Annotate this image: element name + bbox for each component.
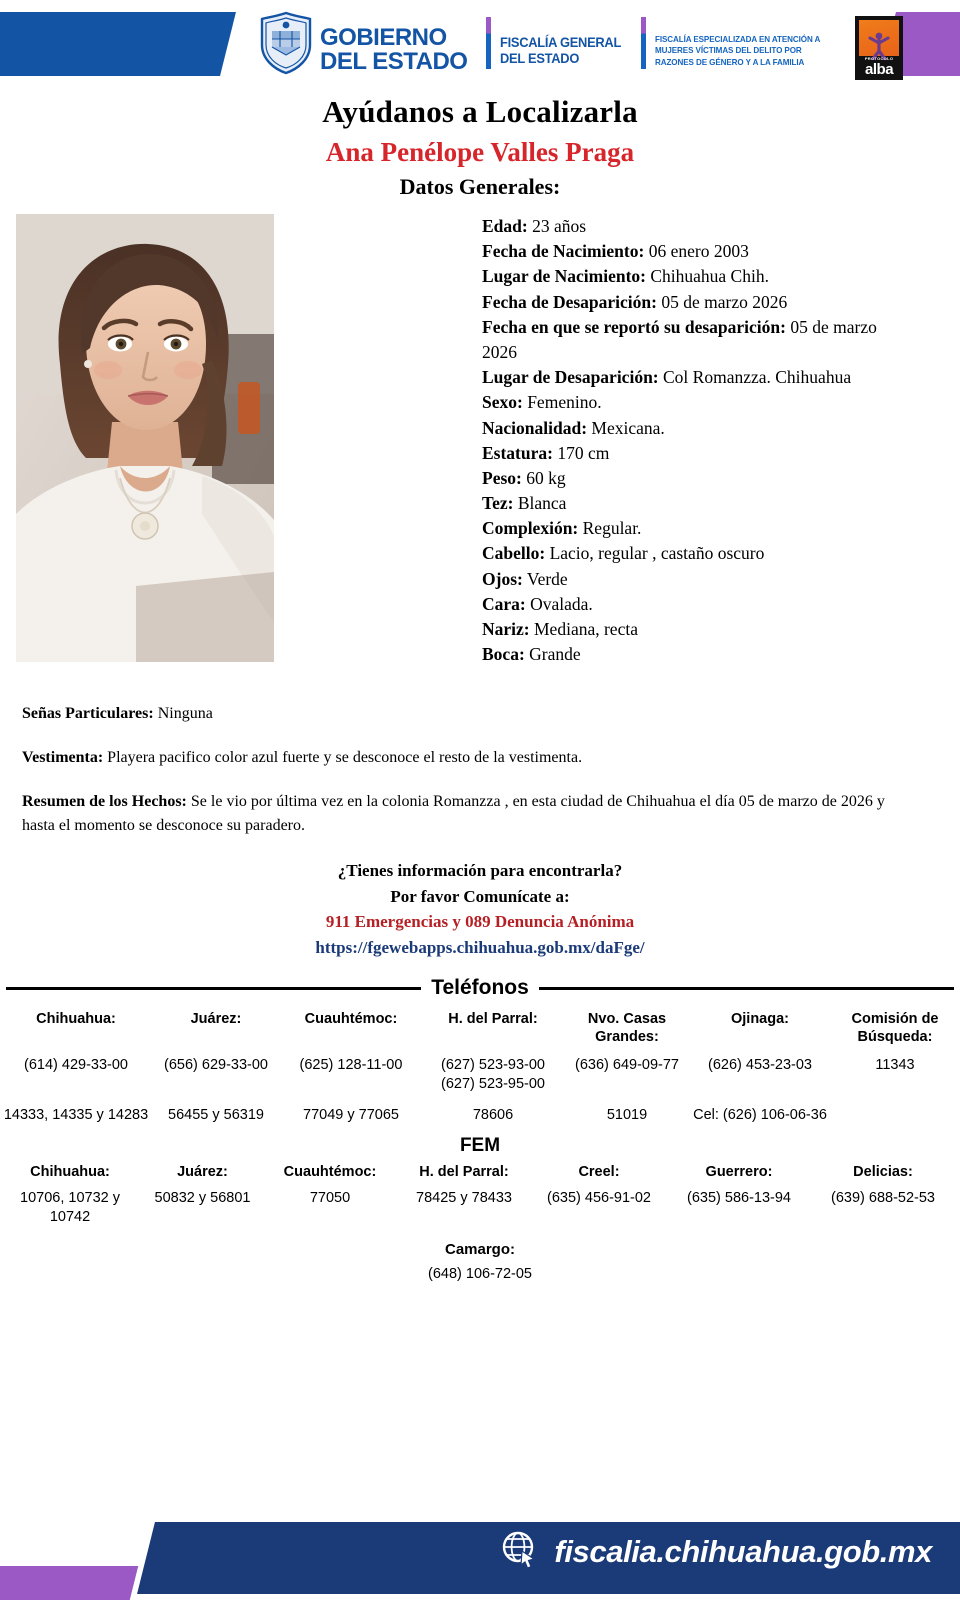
- detail-label: Ojos:: [482, 568, 523, 589]
- extension-cell: 77049 y 77065: [303, 1106, 399, 1123]
- detail-row: [482, 516, 902, 541]
- divider-bar-2: [641, 17, 646, 69]
- column-header: Comisión de Búsqueda:: [851, 1011, 939, 1046]
- vestimenta-paragraph: [22, 746, 912, 770]
- globe-cursor-icon: [500, 1529, 540, 1574]
- senas-particulares-text: Ninguna: [153, 705, 213, 722]
- footer-purple-banner: [0, 1566, 138, 1600]
- detail-value: Ovalada.: [530, 593, 593, 614]
- page-title: Ayúdanos a Localizarla: [322, 94, 638, 129]
- detail-row: [482, 567, 902, 592]
- detail-label: Peso:: [482, 467, 522, 488]
- footer-content: [500, 1529, 932, 1574]
- fem-phone-cell: 10706, 10732 y 10742: [20, 1189, 120, 1225]
- detail-value: 06 enero 2003: [648, 241, 749, 262]
- fem-column-header: Creel:: [578, 1163, 620, 1180]
- fem-phone-cell: (639) 688-52-53: [831, 1189, 935, 1206]
- detail-value: Mexicana.: [591, 417, 665, 438]
- detail-value: Mediana, recta: [534, 619, 638, 639]
- extension-cell: 56455 y 56319: [168, 1106, 264, 1123]
- fem-section-heading: FEM: [459, 1134, 501, 1156]
- fem-phone-cell: 77050: [309, 1189, 351, 1206]
- poster-title-block: [0, 94, 960, 200]
- contact-instruction: Por favor Comunícate a:: [390, 886, 570, 906]
- detail-row: [482, 416, 902, 441]
- fem-column-header: Cuauhtémoc:: [283, 1163, 377, 1180]
- detail-value: 05 de marzo 2026: [482, 316, 877, 362]
- fem-column-header: Juárez:: [177, 1163, 228, 1180]
- fem-phone-cell: 50832 y 56801: [154, 1189, 251, 1206]
- detail-label: Fecha de Desaparición:: [482, 291, 657, 312]
- detail-row: [482, 365, 902, 390]
- detail-value: 05 de marzo 2026: [661, 291, 788, 312]
- detail-row: [482, 264, 902, 289]
- resumen-hechos-text: Se le vio por última vez en la colonia Romanzza , en esta ciudad de Chihuahua el día 05 de marzo de 2026 y hasta el momento se desconoce su paradero.: [22, 793, 885, 834]
- detail-row: [482, 214, 902, 239]
- telefonos-table: [0, 1010, 960, 1125]
- header-blue-banner: [0, 12, 236, 76]
- fem-phone-cell: 78425 y 78433: [416, 1189, 512, 1206]
- detail-label: Edad:: [482, 216, 528, 236]
- footer-website-url[interactable]: fiscalia.chihuahua.gob.mx: [554, 1533, 932, 1569]
- government-wordmark: [320, 12, 467, 74]
- telefonos-heading: Teléfonos: [431, 976, 529, 999]
- detail-label: Tez:: [482, 493, 514, 514]
- detail-value: Chihuahua Chih.: [650, 266, 769, 287]
- detail-value: 60 kg: [526, 467, 566, 488]
- detail-value: Grande: [529, 644, 581, 665]
- fem-column-header: Chihuahua:: [30, 1163, 110, 1180]
- detail-row: [482, 592, 902, 617]
- detail-value: Lacio, regular , castaño oscuro: [549, 543, 765, 564]
- report-url-link[interactable]: https://fgewebapps.chihuahua.gob.mx/daFge/: [315, 937, 645, 957]
- detail-row: [482, 315, 902, 365]
- camargo-block: [0, 1241, 960, 1282]
- column-header: Cuauhtémoc:: [304, 1011, 398, 1027]
- detail-row: [482, 441, 902, 466]
- detail-row: [482, 290, 902, 315]
- detail-value: Blanca: [517, 493, 567, 514]
- senas-particulares-label: Señas Particulares:: [22, 705, 154, 722]
- extension-cell: Cel: (626) 106-06-36: [693, 1106, 827, 1123]
- general-data-list: [482, 214, 902, 667]
- fiscalia-line-2: DEL ESTADO: [500, 50, 580, 66]
- description-paragraphs: [22, 702, 912, 838]
- header-logo-group: [258, 6, 903, 80]
- detail-value: Verde: [526, 568, 568, 589]
- detail-label: Sexo:: [482, 392, 523, 413]
- emergency-numbers: 911 Emergencias y 089 Denuncia Anónima: [325, 912, 635, 931]
- phone-cell: (626) 453-23-03: [708, 1057, 812, 1074]
- fem-table: [0, 1163, 960, 1227]
- extension-cell: 78606: [472, 1106, 514, 1123]
- phone-cell: (627) 523-93-00 (627) 523-95-00: [441, 1057, 545, 1093]
- fem-column-header: Delicias:: [853, 1163, 913, 1180]
- page-footer: [0, 1500, 960, 1600]
- phone-cell: 11343: [875, 1057, 915, 1074]
- detail-label: Lugar de Desaparición:: [482, 367, 659, 388]
- telefonos-divider: [6, 976, 954, 1000]
- gob-line-1: GOBIERNO: [320, 24, 447, 51]
- contact-question: ¿Tienes información para encontrarla?: [337, 861, 623, 880]
- extension-cell: 51019: [606, 1106, 648, 1123]
- fiscalia-line-1: FISCALÍA GENERAL: [500, 34, 622, 51]
- fiscalia-general-wordmark: [500, 19, 621, 66]
- column-header: Juárez:: [190, 1011, 242, 1027]
- detail-row: [482, 239, 902, 264]
- detail-row: [482, 617, 902, 642]
- detail-label: Estatura:: [482, 442, 553, 463]
- detail-label: Cabello:: [482, 543, 546, 564]
- gob-line-2: DEL ESTADO: [320, 48, 468, 75]
- detail-value: 23 años: [532, 216, 587, 236]
- detail-row: [482, 466, 902, 491]
- vestimenta-label: Vestimenta:: [22, 749, 104, 766]
- extension-cell: 14333, 14335 y 14283: [3, 1106, 149, 1123]
- detail-label: Complexión:: [482, 518, 579, 539]
- resumen-hechos-label: Resumen de los Hechos:: [22, 793, 187, 810]
- divider-bar-1: [486, 17, 491, 69]
- detail-value: Col Romanzza. Chihuahua: [663, 367, 852, 388]
- general-data-heading: Datos Generales:: [399, 174, 561, 199]
- resumen-hechos-paragraph: [22, 790, 912, 838]
- column-header: Chihuahua:: [36, 1011, 116, 1027]
- detail-row: [482, 642, 902, 667]
- phone-cell: (625) 128-11-00: [299, 1057, 403, 1074]
- detail-label: Fecha en que se reportó su desaparición:: [482, 316, 786, 337]
- detail-label: Fecha de Nacimiento:: [482, 241, 645, 262]
- detail-label: Nariz:: [482, 619, 530, 639]
- detail-row: [482, 491, 902, 516]
- main-content: [0, 214, 960, 684]
- fem-phone-cell: (635) 586-13-94: [687, 1189, 791, 1206]
- detail-value: 170 cm: [557, 442, 610, 463]
- alba-wordmark: alba: [865, 61, 894, 78]
- detail-label: Boca:: [482, 644, 525, 665]
- phone-cell: (656) 629-33-00: [164, 1057, 268, 1074]
- page-header: [0, 0, 960, 88]
- extension-cell: [830, 1094, 960, 1125]
- contact-call-to-action: [0, 858, 960, 960]
- detail-label: Cara:: [482, 593, 526, 614]
- phone-cell: (614) 429-33-00: [24, 1057, 128, 1074]
- column-header: Nvo. Casas Grandes:: [587, 1011, 667, 1046]
- phone-cell: (636) 649-09-77: [575, 1057, 679, 1074]
- divider-line-left: [6, 987, 421, 990]
- missing-person-photo: [16, 214, 274, 662]
- column-header: Ojinaga:: [730, 1011, 789, 1027]
- detail-row: [482, 390, 902, 415]
- alba-protocol-logo: [855, 16, 903, 80]
- camargo-phone: (648) 106-72-05: [428, 1265, 532, 1282]
- column-header: H. del Parral:: [448, 1011, 538, 1027]
- fem-column-header: H. del Parral:: [419, 1163, 509, 1180]
- detail-label: Nacionalidad:: [482, 417, 588, 438]
- senas-particulares-paragraph: [22, 702, 912, 726]
- detail-label: Lugar de Nacimiento:: [482, 266, 646, 287]
- detail-value: Femenino.: [527, 392, 602, 413]
- missing-person-name: Ana Penélope Valles Praga: [325, 137, 635, 167]
- fiscalia-especializada-text: FISCALÍA ESPECIALIZADA EN ATENCIÓN A MUJERES VÍCTIMAS DEL DELITO POR RAZONES DE GÉNERO Y A LA FAMILIA: [655, 34, 821, 67]
- fem-phone-cell: (635) 456-91-02: [547, 1189, 651, 1206]
- alba-tiny-text: PROTOCOLO: [864, 56, 894, 61]
- detail-value: Regular.: [582, 518, 642, 539]
- vestimenta-text: Playera pacifico color azul fuerte y se desconoce el resto de la vestimenta.: [103, 749, 583, 766]
- fem-column-header: Guerrero:: [705, 1163, 773, 1180]
- detail-row: [482, 541, 902, 566]
- state-shield-icon: [258, 11, 314, 75]
- camargo-label: Camargo:: [444, 1240, 515, 1258]
- divider-line-right: [539, 987, 954, 990]
- phone-directory: [0, 976, 960, 1282]
